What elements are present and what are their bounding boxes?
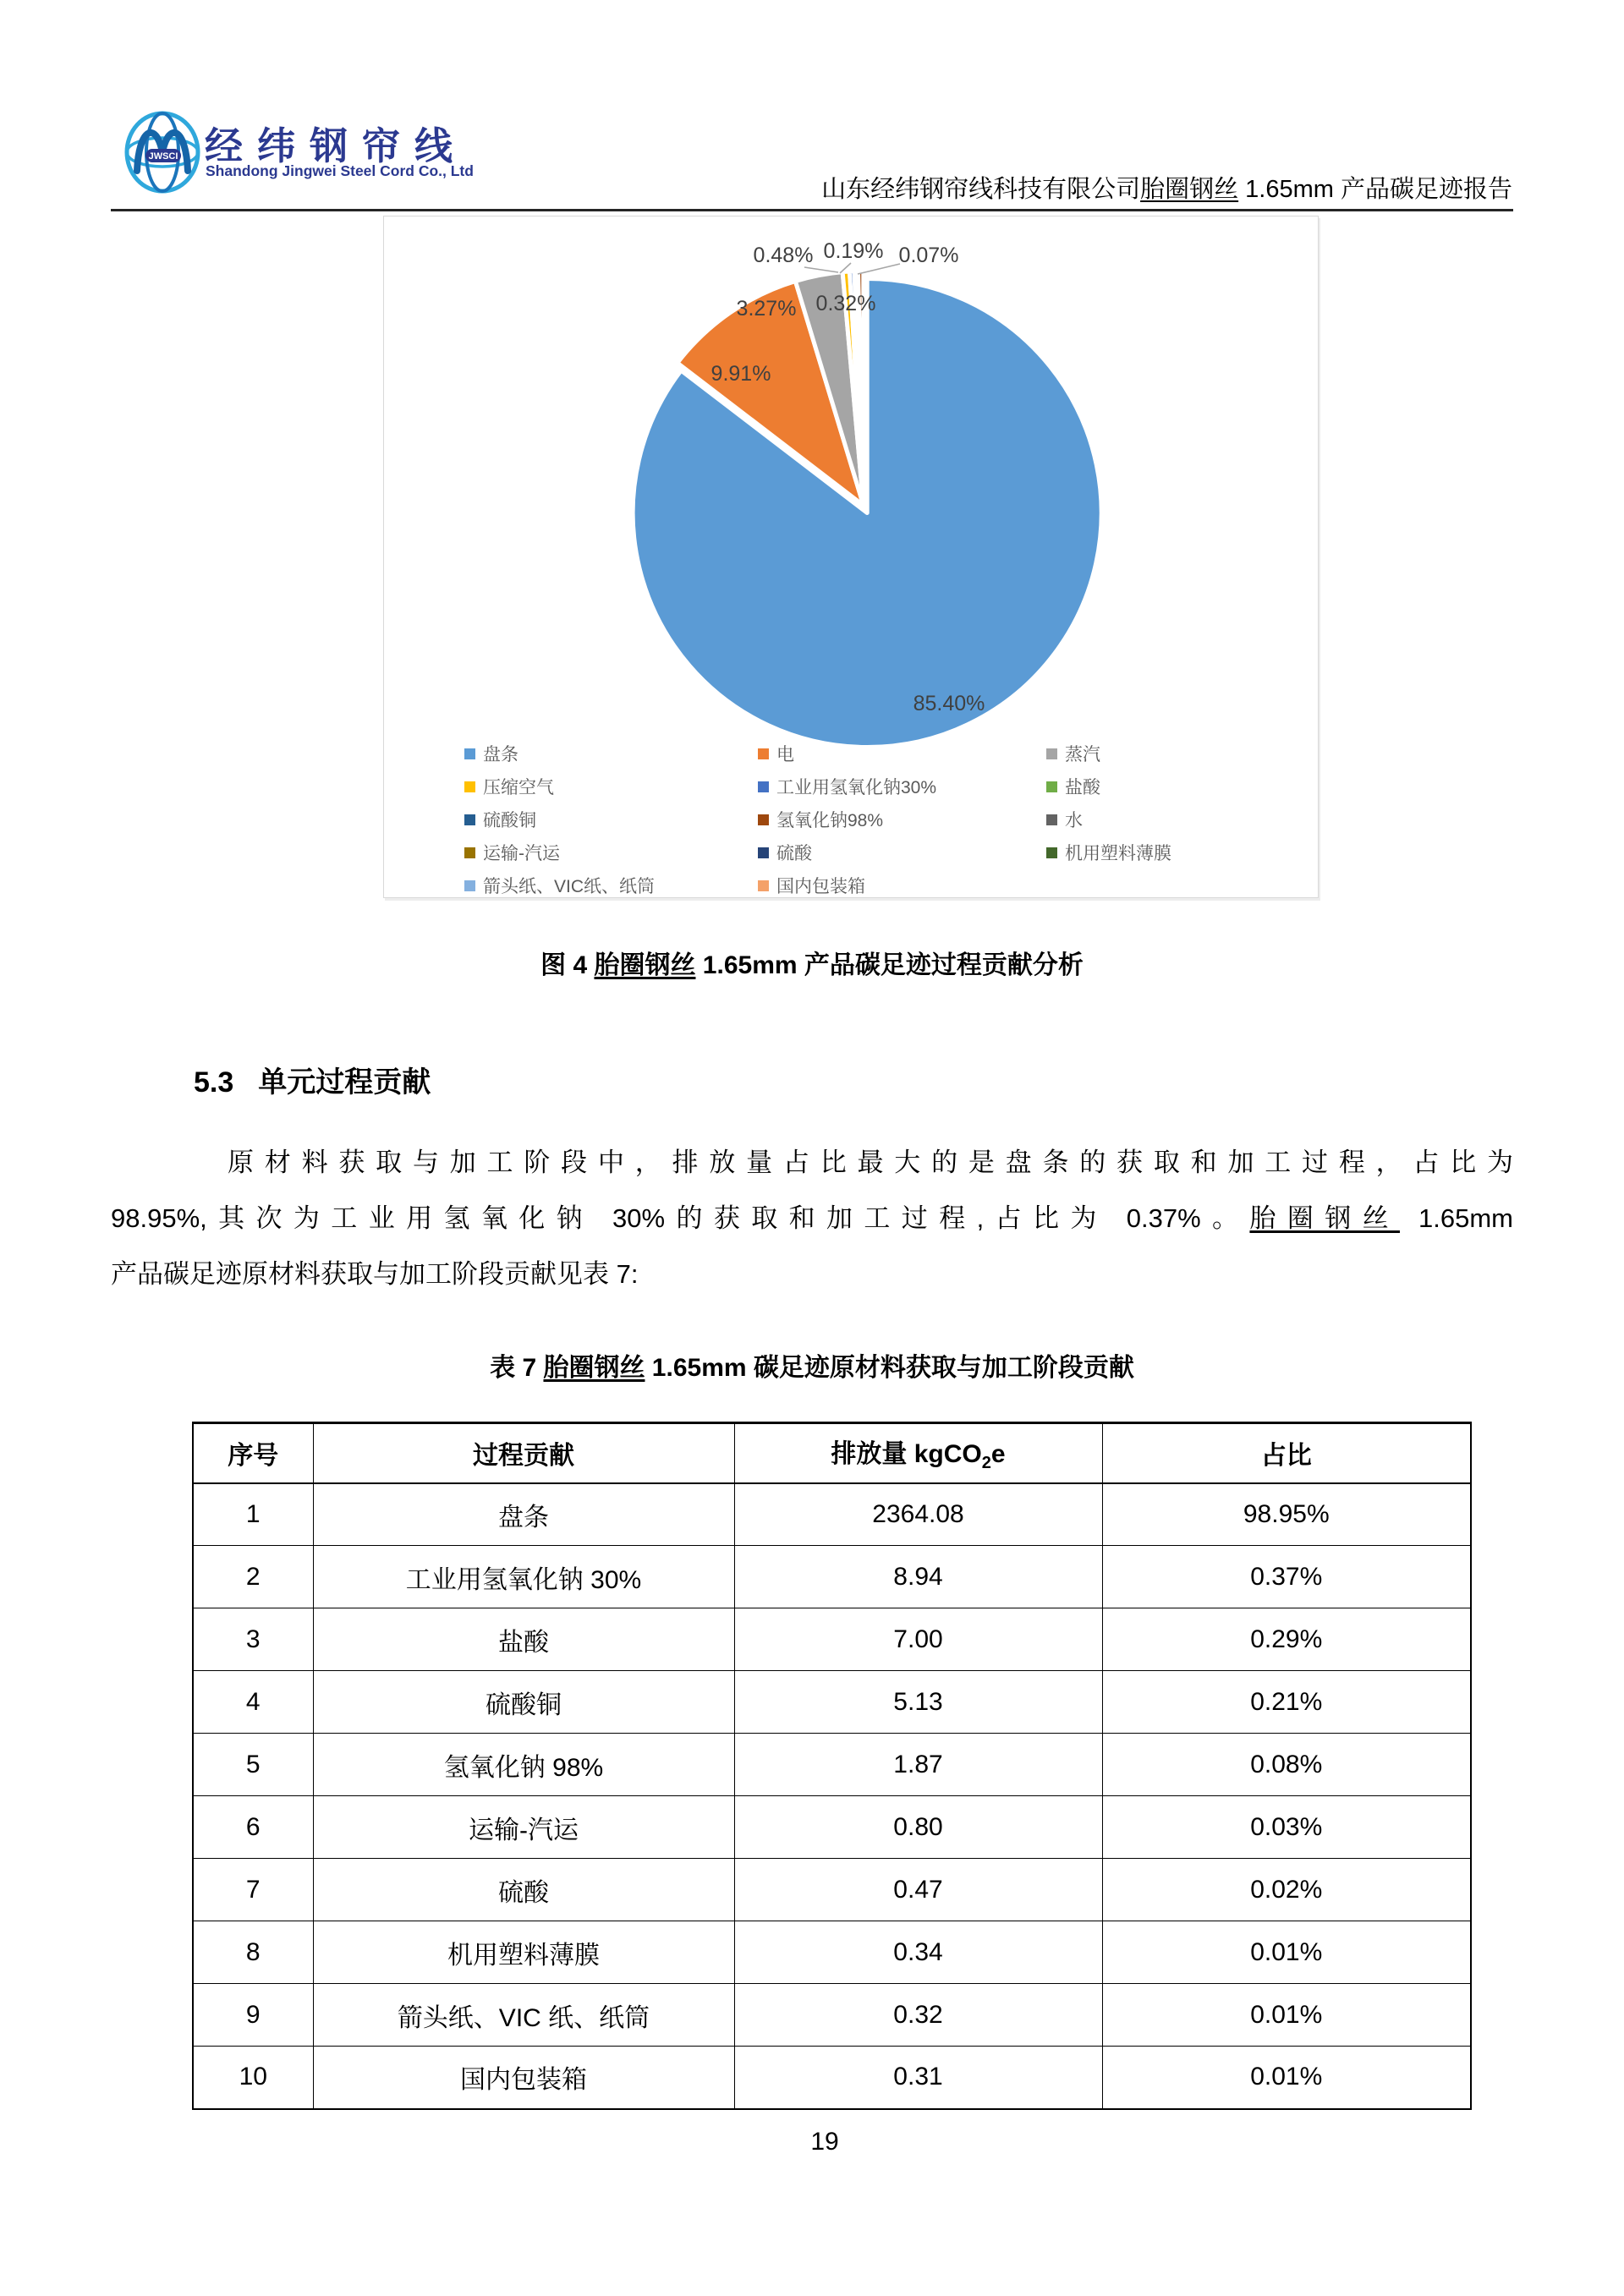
table-row bbox=[193, 1546, 1471, 1608]
legend-item bbox=[1046, 775, 1100, 798]
table-cell: 工业用氢氧化钠 30% bbox=[313, 1546, 734, 1608]
table-cell: 0.01% bbox=[1102, 2047, 1471, 2109]
table-row bbox=[193, 1608, 1471, 1671]
table-cell: 2 bbox=[193, 1546, 313, 1608]
table-cell: 运输-汽运 bbox=[313, 1796, 734, 1859]
legend-item bbox=[758, 841, 812, 864]
legend-label: 硫酸铜 bbox=[483, 811, 536, 830]
table-header-row bbox=[193, 1423, 1471, 1483]
legend-item bbox=[1046, 742, 1100, 765]
paragraph-line: 产品碳足迹原材料获取与加工阶段贡献见表 7: bbox=[111, 1259, 639, 1289]
legend-swatch-icon bbox=[464, 847, 475, 858]
legend-item bbox=[758, 808, 883, 831]
col-header-process: 过程贡献 bbox=[313, 1423, 734, 1483]
table-cell: 0.21% bbox=[1102, 1671, 1471, 1734]
table-cell: 机用塑料薄膜 bbox=[313, 1921, 734, 1984]
logo-company-name-en: Shandong Jingwei Steel Cord Co., Ltd bbox=[206, 162, 474, 179]
table-cell: 5 bbox=[193, 1734, 313, 1796]
table-cell: 1 bbox=[193, 1483, 313, 1546]
table-cell: 0.02% bbox=[1102, 1859, 1471, 1921]
table-cell: 0.80 bbox=[734, 1796, 1102, 1859]
pie-chart-figure bbox=[383, 216, 1319, 898]
company-logo bbox=[123, 98, 521, 204]
legend-item bbox=[464, 874, 655, 897]
legend-item bbox=[1046, 841, 1171, 864]
legend-item bbox=[758, 874, 865, 897]
legend-label: 硫酸 bbox=[776, 844, 812, 863]
table-cell: 98.95% bbox=[1102, 1483, 1471, 1546]
document-header-title: 山东经纬钢帘线科技有限公司胎圈钢丝 1.65mm 产品碳足迹报告 bbox=[821, 176, 1512, 203]
table-cell: 0.32 bbox=[734, 1984, 1102, 2047]
page-number: 19 bbox=[810, 2128, 839, 2156]
table-row bbox=[193, 1671, 1471, 1734]
chart-legend bbox=[384, 216, 1318, 897]
table-cell: 硫酸铜 bbox=[313, 1671, 734, 1734]
legend-label: 国内包装箱 bbox=[776, 877, 865, 896]
legend-label: 箭头纸、VIC纸、纸筒 bbox=[483, 877, 656, 896]
pie-value-label: 0.32% bbox=[815, 292, 876, 315]
logo-company-name-cn: 经纬钢帘线 bbox=[205, 124, 468, 167]
pie-value-label: 0.19% bbox=[823, 239, 884, 263]
table-cell: 4 bbox=[193, 1671, 313, 1734]
globe-logo-icon bbox=[123, 100, 201, 201]
pie-value-label: 0.48% bbox=[753, 244, 814, 267]
table-cell: 2364.08 bbox=[734, 1483, 1102, 1546]
table-cell: 3 bbox=[193, 1608, 313, 1671]
legend-swatch-icon bbox=[464, 880, 475, 891]
table-row bbox=[193, 1921, 1471, 1984]
table-cell: 0.31 bbox=[734, 2047, 1102, 2109]
legend-label: 盐酸 bbox=[1065, 778, 1100, 797]
legend-item bbox=[464, 775, 554, 798]
table-row bbox=[193, 1483, 1471, 1546]
col-header-share: 占比 bbox=[1102, 1423, 1471, 1483]
legend-swatch-icon bbox=[758, 847, 769, 858]
table-cell: 6 bbox=[193, 1796, 313, 1859]
legend-swatch-icon bbox=[758, 880, 769, 891]
table-cell: 硫酸 bbox=[313, 1859, 734, 1921]
pie-value-label: 85.40% bbox=[913, 692, 985, 715]
table-cell: 8.94 bbox=[734, 1546, 1102, 1608]
table-cell: 5.13 bbox=[734, 1671, 1102, 1734]
legend-label: 水 bbox=[1065, 811, 1083, 830]
legend-swatch-icon bbox=[1046, 814, 1057, 825]
table-row bbox=[193, 1984, 1471, 2047]
table-cell: 氢氧化钠 98% bbox=[313, 1734, 734, 1796]
legend-swatch-icon bbox=[758, 781, 769, 792]
legend-label: 机用塑料薄膜 bbox=[1065, 844, 1171, 863]
legend-item bbox=[758, 742, 794, 765]
table-cell: 1.87 bbox=[734, 1734, 1102, 1796]
legend-item bbox=[758, 775, 936, 798]
table-cell: 8 bbox=[193, 1921, 313, 1984]
col-header-index: 序号 bbox=[193, 1423, 313, 1483]
table-row bbox=[193, 2047, 1471, 2109]
table-row bbox=[193, 1859, 1471, 1921]
legend-swatch-icon bbox=[464, 781, 475, 792]
legend-label: 工业用氢氧化钠30% bbox=[776, 778, 937, 797]
body-paragraph bbox=[111, 1135, 1513, 1302]
legend-swatch-icon bbox=[464, 814, 475, 825]
table-cell: 0.01% bbox=[1102, 1984, 1471, 2047]
table-cell: 9 bbox=[193, 1984, 313, 2047]
legend-label: 盘条 bbox=[483, 745, 518, 764]
table-cell: 0.47 bbox=[734, 1859, 1102, 1921]
legend-item bbox=[464, 841, 560, 864]
table-cell: 7.00 bbox=[734, 1608, 1102, 1671]
table-cell: 盘条 bbox=[313, 1483, 734, 1546]
table-row bbox=[193, 1796, 1471, 1859]
table-cell: 0.37% bbox=[1102, 1546, 1471, 1608]
table-cell: 0.03% bbox=[1102, 1796, 1471, 1859]
paragraph-line: 原材料获取与加工阶段中，排放量占比最大的是盘条的获取和加工过程，占比为 bbox=[228, 1148, 1513, 1177]
section-heading bbox=[194, 1059, 431, 1100]
legend-item bbox=[464, 808, 536, 831]
table-caption: 表 7 胎圈钢丝 1.65mm 碳足迹原材料获取与加工阶段贡献 bbox=[490, 1354, 1134, 1382]
contribution-table bbox=[192, 1422, 1472, 2110]
pie-value-label: 9.91% bbox=[710, 362, 771, 386]
section-title: 单元过程贡献 bbox=[258, 1066, 431, 1099]
table-cell: 0.01% bbox=[1102, 1921, 1471, 1984]
table-cell: 箭头纸、VIC 纸、纸筒 bbox=[313, 1984, 734, 2047]
table-cell: 0.34 bbox=[734, 1921, 1102, 1984]
legend-swatch-icon bbox=[1046, 847, 1057, 858]
legend-swatch-icon bbox=[1046, 748, 1057, 759]
logo-badge-text: JWSCI bbox=[148, 151, 178, 162]
legend-label: 运输-汽运 bbox=[483, 844, 560, 863]
table-cell: 盐酸 bbox=[313, 1608, 734, 1671]
paragraph-line: 98.95%,其次为工业用氢氧化钠 30%的获取和加工过程,占比为 0.37%。胎圈钢丝 1.65mm bbox=[111, 1203, 1513, 1233]
table-cell: 0.08% bbox=[1102, 1734, 1471, 1796]
legend-item bbox=[1046, 808, 1083, 831]
table-row bbox=[193, 1734, 1471, 1796]
header-divider bbox=[111, 209, 1513, 211]
table-cell: 7 bbox=[193, 1859, 313, 1921]
col-header-emission: 排放量 kgCO$_2$e bbox=[734, 1423, 1102, 1483]
legend-swatch-icon bbox=[758, 748, 769, 759]
legend-item bbox=[464, 742, 518, 765]
legend-label: 蒸汽 bbox=[1065, 745, 1100, 764]
figure-caption: 图 4 胎圈钢丝 1.65mm 产品碳足迹过程贡献分析 bbox=[540, 951, 1084, 979]
legend-swatch-icon bbox=[464, 748, 475, 759]
legend-swatch-icon bbox=[1046, 781, 1057, 792]
table-cell: 10 bbox=[193, 2047, 313, 2109]
table-cell: 国内包装箱 bbox=[313, 2047, 734, 2109]
legend-label: 电 bbox=[776, 745, 794, 764]
pie-value-label: 3.27% bbox=[736, 297, 797, 321]
legend-label: 氢氧化钠98% bbox=[776, 811, 884, 830]
legend-label: 压缩空气 bbox=[483, 778, 554, 797]
table-cell: 0.29% bbox=[1102, 1608, 1471, 1671]
legend-swatch-icon bbox=[758, 814, 769, 825]
pie-value-label: 0.07% bbox=[898, 244, 959, 267]
section-number: 5.3 bbox=[194, 1066, 234, 1099]
